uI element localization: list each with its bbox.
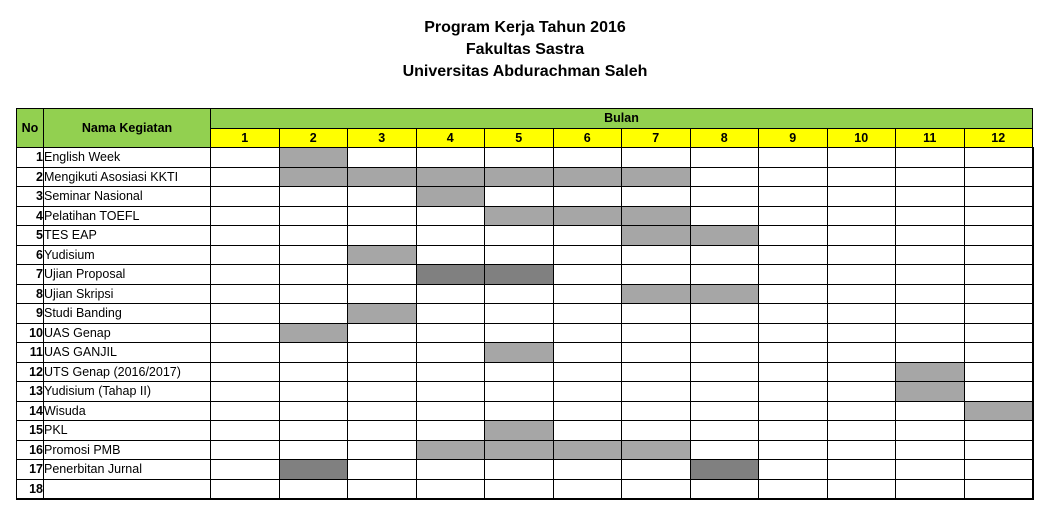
activity-name: UTS Genap (2016/2017) — [44, 362, 211, 382]
schedule-cell — [690, 440, 759, 460]
schedule-bar-cell — [416, 265, 485, 285]
schedule-cell — [690, 167, 759, 187]
schedule-cell — [553, 304, 622, 324]
schedule-cell — [690, 401, 759, 421]
schedule-cell — [896, 440, 965, 460]
schedule-cell — [416, 421, 485, 441]
schedule-cell — [827, 362, 896, 382]
schedule-cell — [622, 187, 691, 207]
month-header-10: 10 — [827, 128, 896, 148]
activity-name: TES EAP — [44, 226, 211, 246]
schedule-cell — [279, 343, 348, 363]
schedule-bar-cell — [622, 167, 691, 187]
header-nama-kegiatan: Nama Kegiatan — [44, 109, 211, 148]
schedule-cell — [553, 265, 622, 285]
schedule-cell — [416, 479, 485, 499]
schedule-bar-cell — [279, 323, 348, 343]
schedule-cell — [690, 265, 759, 285]
activity-rows — [17, 148, 1033, 500]
row-number: 6 — [17, 245, 44, 265]
schedule-cell — [553, 362, 622, 382]
schedule-cell — [759, 440, 828, 460]
schedule-cell — [964, 460, 1033, 480]
title-line-1: Program Kerja Tahun 2016 — [424, 19, 626, 36]
schedule-cell — [827, 187, 896, 207]
schedule-cell — [964, 284, 1033, 304]
row-number: 5 — [17, 226, 44, 246]
schedule-cell — [759, 343, 828, 363]
schedule-cell — [827, 304, 896, 324]
activity-name: Seminar Nasional — [44, 187, 211, 207]
schedule-cell — [553, 245, 622, 265]
schedule-cell — [827, 382, 896, 402]
schedule-cell — [211, 245, 280, 265]
schedule-cell — [896, 323, 965, 343]
row-number: 18 — [17, 479, 44, 499]
schedule-cell — [964, 362, 1033, 382]
schedule-bar-cell — [690, 284, 759, 304]
schedule-cell — [827, 265, 896, 285]
schedule-bar-cell — [485, 206, 554, 226]
schedule-cell — [416, 245, 485, 265]
schedule-cell — [690, 421, 759, 441]
schedule-cell — [279, 284, 348, 304]
row-number: 3 — [17, 187, 44, 207]
month-header-12: 12 — [964, 128, 1033, 148]
schedule-cell — [896, 479, 965, 499]
schedule-cell — [622, 421, 691, 441]
table-row — [17, 167, 1033, 187]
schedule-cell — [759, 421, 828, 441]
schedule-cell — [485, 284, 554, 304]
schedule-cell — [211, 421, 280, 441]
schedule-cell — [827, 343, 896, 363]
schedule-cell — [759, 401, 828, 421]
schedule-cell — [622, 343, 691, 363]
schedule-cell — [348, 382, 417, 402]
schedule-cell — [348, 265, 417, 285]
activity-name: English Week — [44, 148, 211, 168]
schedule-bar-cell — [485, 343, 554, 363]
schedule-bar-cell — [485, 440, 554, 460]
schedule-cell — [759, 206, 828, 226]
schedule-bar-cell — [553, 206, 622, 226]
row-number: 16 — [17, 440, 44, 460]
schedule-cell — [622, 245, 691, 265]
schedule-cell — [211, 460, 280, 480]
schedule-bar-cell — [485, 167, 554, 187]
table-row — [17, 284, 1033, 304]
row-number: 10 — [17, 323, 44, 343]
schedule-cell — [690, 148, 759, 168]
schedule-cell — [416, 304, 485, 324]
schedule-cell — [279, 304, 348, 324]
table-row — [17, 304, 1033, 324]
schedule-bar-cell — [622, 226, 691, 246]
row-number: 4 — [17, 206, 44, 226]
schedule-cell — [759, 323, 828, 343]
month-header-6: 6 — [553, 128, 622, 148]
schedule-cell — [211, 440, 280, 460]
row-number: 7 — [17, 265, 44, 285]
schedule-cell — [827, 148, 896, 168]
schedule-cell — [622, 479, 691, 499]
schedule-cell — [485, 323, 554, 343]
schedule-cell — [279, 479, 348, 499]
schedule-cell — [211, 304, 280, 324]
schedule-cell — [827, 460, 896, 480]
schedule-cell — [279, 382, 348, 402]
schedule-cell — [348, 460, 417, 480]
schedule-cell — [690, 382, 759, 402]
schedule-cell — [964, 206, 1033, 226]
schedule-cell — [348, 421, 417, 441]
schedule-cell — [690, 245, 759, 265]
table-row — [17, 479, 1033, 499]
table-row — [17, 245, 1033, 265]
schedule-cell — [485, 401, 554, 421]
schedule-cell — [553, 148, 622, 168]
schedule-cell — [964, 343, 1033, 363]
table-row — [17, 265, 1033, 285]
schedule-cell — [964, 304, 1033, 324]
schedule-cell — [964, 245, 1033, 265]
row-number: 14 — [17, 401, 44, 421]
schedule-cell — [553, 382, 622, 402]
schedule-cell — [416, 148, 485, 168]
schedule-cell — [896, 343, 965, 363]
schedule-bar-cell — [896, 382, 965, 402]
title-block — [0, 17, 1050, 83]
title-line-3: Universitas Abdurachman Saleh — [402, 63, 648, 80]
schedule-cell — [759, 304, 828, 324]
schedule-cell — [485, 148, 554, 168]
activity-name: UAS GANJIL — [44, 343, 211, 363]
schedule-bar-cell — [553, 440, 622, 460]
schedule-cell — [348, 401, 417, 421]
schedule-cell — [348, 343, 417, 363]
month-header-9: 9 — [759, 128, 828, 148]
schedule-cell — [759, 362, 828, 382]
schedule-cell — [211, 284, 280, 304]
schedule-cell — [759, 479, 828, 499]
schedule-cell — [896, 401, 965, 421]
schedule-cell — [211, 187, 280, 207]
activity-name: Yudisium — [44, 245, 211, 265]
month-header-1: 1 — [211, 128, 280, 148]
schedule-cell — [553, 460, 622, 480]
schedule-cell — [211, 382, 280, 402]
schedule-cell — [211, 148, 280, 168]
schedule-cell — [348, 479, 417, 499]
schedule-cell — [896, 245, 965, 265]
activity-name: Ujian Skripsi — [44, 284, 211, 304]
schedule-cell — [896, 148, 965, 168]
schedule-cell — [896, 187, 965, 207]
schedule-cell — [759, 167, 828, 187]
schedule-cell — [416, 362, 485, 382]
schedule-cell — [211, 401, 280, 421]
activity-name: UAS Genap — [44, 323, 211, 343]
table-row — [17, 148, 1033, 168]
schedule-cell — [827, 401, 896, 421]
header-bulan: Bulan — [211, 109, 1033, 129]
schedule-cell — [485, 226, 554, 246]
table-row — [17, 323, 1033, 343]
schedule-bar-cell — [279, 167, 348, 187]
schedule-cell — [553, 479, 622, 499]
schedule-cell — [553, 284, 622, 304]
month-header-2: 2 — [279, 128, 348, 148]
schedule-bar-cell — [964, 401, 1033, 421]
activity-name: Wisuda — [44, 401, 211, 421]
schedule-cell — [553, 401, 622, 421]
schedule-cell — [553, 187, 622, 207]
schedule-cell — [759, 245, 828, 265]
schedule-cell — [348, 206, 417, 226]
table-row — [17, 206, 1033, 226]
row-number: 11 — [17, 343, 44, 363]
schedule-cell — [964, 148, 1033, 168]
schedule-cell — [279, 187, 348, 207]
month-header-3: 3 — [348, 128, 417, 148]
schedule-cell — [211, 323, 280, 343]
table-row — [17, 187, 1033, 207]
schedule-cell — [690, 479, 759, 499]
schedule-cell — [827, 440, 896, 460]
schedule-cell — [827, 226, 896, 246]
schedule-cell — [485, 382, 554, 402]
schedule-cell — [485, 362, 554, 382]
schedule-cell — [759, 148, 828, 168]
schedule-cell — [485, 245, 554, 265]
schedule-cell — [416, 206, 485, 226]
schedule-cell — [416, 284, 485, 304]
schedule-cell — [690, 206, 759, 226]
month-header-5: 5 — [485, 128, 554, 148]
schedule-cell — [896, 304, 965, 324]
schedule-cell — [622, 382, 691, 402]
schedule-cell — [827, 284, 896, 304]
activity-name: Penerbitan Jurnal — [44, 460, 211, 480]
schedule-cell — [279, 401, 348, 421]
schedule-cell — [964, 265, 1033, 285]
schedule-cell — [690, 362, 759, 382]
schedule-cell — [896, 265, 965, 285]
schedule-cell — [622, 362, 691, 382]
schedule-cell — [622, 460, 691, 480]
row-number: 17 — [17, 460, 44, 480]
schedule-cell — [279, 206, 348, 226]
schedule-cell — [622, 265, 691, 285]
schedule-cell — [964, 440, 1033, 460]
schedule-cell — [553, 421, 622, 441]
schedule-cell — [964, 167, 1033, 187]
table-row — [17, 362, 1033, 382]
schedule-cell — [827, 479, 896, 499]
schedule-cell — [279, 245, 348, 265]
schedule-cell — [279, 226, 348, 246]
schedule-cell — [827, 421, 896, 441]
schedule-cell — [759, 284, 828, 304]
schedule-cell — [279, 421, 348, 441]
schedule-cell — [211, 343, 280, 363]
schedule-cell — [211, 206, 280, 226]
table-row — [17, 440, 1033, 460]
schedule-cell — [622, 304, 691, 324]
schedule-cell — [690, 323, 759, 343]
activity-name: Promosi PMB — [44, 440, 211, 460]
schedule-cell — [348, 284, 417, 304]
month-header-11: 11 — [896, 128, 965, 148]
schedule-bar-cell — [348, 167, 417, 187]
schedule-cell — [348, 362, 417, 382]
schedule-cell — [553, 226, 622, 246]
schedule-bar-cell — [690, 460, 759, 480]
schedule-cell — [211, 265, 280, 285]
activity-name: Ujian Proposal — [44, 265, 211, 285]
title-line-2: Fakultas Sastra — [465, 41, 585, 58]
schedule-cell — [964, 226, 1033, 246]
schedule-bar-cell — [416, 187, 485, 207]
schedule-cell — [759, 226, 828, 246]
schedule-cell — [348, 323, 417, 343]
schedule-bar-cell — [690, 226, 759, 246]
activity-name: Studi Banding — [44, 304, 211, 324]
schedule-bar-cell — [348, 245, 417, 265]
schedule-cell — [416, 226, 485, 246]
schedule-cell — [759, 187, 828, 207]
schedule-bar-cell — [279, 148, 348, 168]
schedule-cell — [964, 187, 1033, 207]
schedule-cell — [964, 323, 1033, 343]
schedule-cell — [348, 226, 417, 246]
schedule-bar-cell — [348, 304, 417, 324]
month-header-8: 8 — [690, 128, 759, 148]
table-row — [17, 401, 1033, 421]
schedule-bar-cell — [622, 206, 691, 226]
schedule-cell — [827, 167, 896, 187]
schedule-bar-cell — [622, 440, 691, 460]
schedule-bar-cell — [279, 460, 348, 480]
schedule-cell — [279, 265, 348, 285]
schedule-cell — [690, 187, 759, 207]
schedule-cell — [896, 167, 965, 187]
schedule-cell — [896, 206, 965, 226]
schedule-cell — [827, 206, 896, 226]
schedule-bar-cell — [485, 421, 554, 441]
schedule-cell — [759, 460, 828, 480]
schedule-cell — [416, 323, 485, 343]
table-row — [17, 226, 1033, 246]
schedule-cell — [416, 460, 485, 480]
month-header-4: 4 — [416, 128, 485, 148]
schedule-cell — [553, 323, 622, 343]
schedule-cell — [211, 479, 280, 499]
schedule-cell — [553, 343, 622, 363]
activity-name: PKL — [44, 421, 211, 441]
schedule-cell — [964, 382, 1033, 402]
schedule-cell — [416, 401, 485, 421]
activity-name: Yudisium (Tahap II) — [44, 382, 211, 402]
schedule-cell — [827, 245, 896, 265]
month-header-7: 7 — [622, 128, 691, 148]
row-number: 8 — [17, 284, 44, 304]
schedule-cell — [348, 440, 417, 460]
row-number: 1 — [17, 148, 44, 168]
schedule-cell — [759, 265, 828, 285]
schedule-bar-cell — [896, 362, 965, 382]
schedule-cell — [211, 167, 280, 187]
table-row — [17, 382, 1033, 402]
schedule-table — [16, 108, 1034, 500]
schedule-cell — [896, 284, 965, 304]
schedule-cell — [416, 343, 485, 363]
schedule-cell — [279, 362, 348, 382]
schedule-bar-cell — [416, 167, 485, 187]
schedule-cell — [759, 382, 828, 402]
row-number: 15 — [17, 421, 44, 441]
activity-name: Pelatihan TOEFL — [44, 206, 211, 226]
schedule-cell — [622, 323, 691, 343]
row-number: 9 — [17, 304, 44, 324]
schedule-cell — [485, 460, 554, 480]
header-no: No — [17, 109, 44, 148]
schedule-bar-cell — [485, 265, 554, 285]
activity-name — [44, 479, 211, 499]
schedule-cell — [690, 304, 759, 324]
schedule-cell — [896, 226, 965, 246]
schedule-cell — [485, 187, 554, 207]
table-row — [17, 343, 1033, 363]
schedule-cell — [964, 479, 1033, 499]
activity-name: Mengikuti Asosiasi KKTI — [44, 167, 211, 187]
schedule-cell — [485, 479, 554, 499]
schedule-cell — [211, 226, 280, 246]
schedule-cell — [964, 421, 1033, 441]
schedule-bar-cell — [553, 167, 622, 187]
row-number: 2 — [17, 167, 44, 187]
schedule-cell — [690, 343, 759, 363]
row-number: 13 — [17, 382, 44, 402]
row-number: 12 — [17, 362, 44, 382]
schedule-cell — [827, 323, 896, 343]
schedule-cell — [622, 401, 691, 421]
schedule-cell — [485, 304, 554, 324]
schedule-bar-cell — [622, 284, 691, 304]
schedule-cell — [279, 440, 348, 460]
schedule-cell — [896, 460, 965, 480]
table-row — [17, 421, 1033, 441]
schedule-cell — [348, 148, 417, 168]
schedule-cell — [348, 187, 417, 207]
schedule-cell — [416, 382, 485, 402]
schedule-cell — [211, 362, 280, 382]
schedule-cell — [896, 421, 965, 441]
schedule-bar-cell — [416, 440, 485, 460]
schedule-cell — [622, 148, 691, 168]
table-row — [17, 460, 1033, 480]
